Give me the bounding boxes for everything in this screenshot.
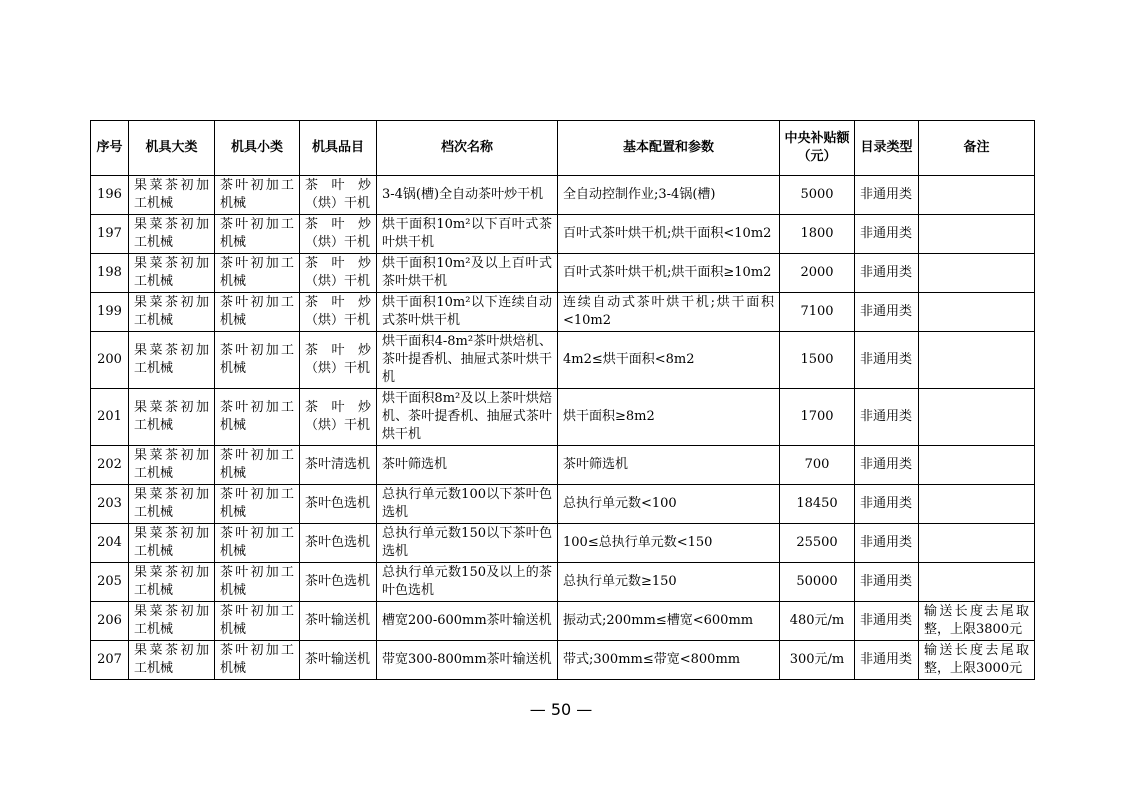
cell-cat: 果菜茶初加工机械 [129,215,215,254]
cell-type: 非通用类 [855,485,919,524]
table-row [91,524,1035,563]
cell-amount: 300元/m [780,641,855,680]
cell-item: 茶叶炒（烘）干机 [300,293,377,332]
cell-param: 总执行单元数≥150 [558,563,780,602]
cell-note: 输送长度去尾取整，上限3800元 [919,602,1035,641]
cell-amount: 700 [780,446,855,485]
cell-grade: 烘干面积10m²以下连续自动式茶叶烘干机 [377,293,558,332]
cell-no: 203 [91,485,129,524]
cell-type: 非通用类 [855,176,919,215]
cell-param: 烘干面积≥8m2 [558,389,780,446]
table-row [91,215,1035,254]
cell-type: 非通用类 [855,215,919,254]
cell-note [919,293,1035,332]
cell-type: 非通用类 [855,524,919,563]
cell-no: 205 [91,563,129,602]
cell-cat: 果菜茶初加工机械 [129,254,215,293]
cell-no: 200 [91,332,129,389]
cell-sub: 茶叶初加工机械 [215,641,300,680]
cell-param: 茶叶筛选机 [558,446,780,485]
cell-item: 茶叶炒（烘）干机 [300,215,377,254]
cell-sub: 茶叶初加工机械 [215,254,300,293]
cell-sub: 茶叶初加工机械 [215,485,300,524]
cell-amount: 480元/m [780,602,855,641]
table-body [91,176,1035,680]
cell-type: 非通用类 [855,293,919,332]
cell-no: 202 [91,446,129,485]
cell-no: 197 [91,215,129,254]
cell-item: 茶叶输送机 [300,641,377,680]
cell-param: 振动式;200mm≤槽宽<600mm [558,602,780,641]
cell-grade: 烘干面积8m²及以上茶叶烘焙机、茶叶提香机、抽屉式茶叶烘干机 [377,389,558,446]
table-row [91,446,1035,485]
cell-sub: 茶叶初加工机械 [215,176,300,215]
table-row [91,602,1035,641]
cell-cat: 果菜茶初加工机械 [129,485,215,524]
table-row [91,563,1035,602]
cell-sub: 茶叶初加工机械 [215,446,300,485]
cell-cat: 果菜茶初加工机械 [129,446,215,485]
cell-type: 非通用类 [855,641,919,680]
cell-amount: 1700 [780,389,855,446]
cell-cat: 果菜茶初加工机械 [129,602,215,641]
cell-param: 100≤总执行单元数<150 [558,524,780,563]
cell-amount: 7100 [780,293,855,332]
cell-note [919,215,1035,254]
cell-sub: 茶叶初加工机械 [215,293,300,332]
cell-cat: 果菜茶初加工机械 [129,176,215,215]
table-row [91,641,1035,680]
cell-grade: 总执行单元数150及以上的茶叶色选机 [377,563,558,602]
cell-grade: 烘干面积10m²及以上百叶式茶叶烘干机 [377,254,558,293]
cell-grade: 3-4锅(槽)全自动茶叶炒干机 [377,176,558,215]
cell-sub: 茶叶初加工机械 [215,524,300,563]
cell-type: 非通用类 [855,446,919,485]
cell-note [919,563,1035,602]
cell-type: 非通用类 [855,254,919,293]
cell-item: 茶叶色选机 [300,563,377,602]
cell-param: 4m2≤烘干面积<8m2 [558,332,780,389]
cell-item: 茶叶色选机 [300,524,377,563]
cell-no: 206 [91,602,129,641]
cell-grade: 茶叶筛选机 [377,446,558,485]
header-cell: 序号 [91,121,129,176]
table-row [91,389,1035,446]
cell-item: 茶叶色选机 [300,485,377,524]
cell-item: 茶叶炒（烘）干机 [300,332,377,389]
cell-amount: 18450 [780,485,855,524]
cell-sub: 茶叶初加工机械 [215,215,300,254]
table-row [91,485,1035,524]
cell-note [919,524,1035,563]
cell-cat: 果菜茶初加工机械 [129,293,215,332]
header-cell: 基本配置和参数 [558,121,780,176]
cell-sub: 茶叶初加工机械 [215,332,300,389]
cell-note [919,254,1035,293]
cell-amount: 2000 [780,254,855,293]
cell-grade: 烘干面积10m²以下百叶式茶叶烘干机 [377,215,558,254]
cell-param: 百叶式茶叶烘干机;烘干面积<10m2 [558,215,780,254]
header-cell: 备注 [919,121,1035,176]
cell-item: 茶叶炒（烘）干机 [300,176,377,215]
cell-amount: 1500 [780,332,855,389]
cell-amount: 1800 [780,215,855,254]
cell-param: 百叶式茶叶烘干机;烘干面积≥10m2 [558,254,780,293]
cell-item: 茶叶输送机 [300,602,377,641]
cell-amount: 5000 [780,176,855,215]
header-cell: 机具小类 [215,121,300,176]
cell-no: 207 [91,641,129,680]
table-row [91,332,1035,389]
cell-grade: 带宽300-800mm茶叶输送机 [377,641,558,680]
table-row [91,293,1035,332]
cell-note [919,176,1035,215]
header-cell: 机具品目 [300,121,377,176]
cell-no: 196 [91,176,129,215]
cell-note [919,485,1035,524]
subsidy-table [90,120,1035,680]
cell-param: 带式;300mm≤带宽<800mm [558,641,780,680]
table-row [91,176,1035,215]
cell-grade: 槽宽200-600mm茶叶输送机 [377,602,558,641]
cell-item: 茶叶炒（烘）干机 [300,389,377,446]
cell-type: 非通用类 [855,389,919,446]
cell-param: 总执行单元数<100 [558,485,780,524]
cell-sub: 茶叶初加工机械 [215,389,300,446]
cell-amount: 25500 [780,524,855,563]
cell-cat: 果菜茶初加工机械 [129,563,215,602]
cell-grade: 总执行单元数150以下茶叶色选机 [377,524,558,563]
header-cell: 目录类型 [855,121,919,176]
cell-no: 204 [91,524,129,563]
cell-no: 198 [91,254,129,293]
page-number: — 50 — [529,700,593,719]
cell-no: 199 [91,293,129,332]
cell-note: 输送长度去尾取整，上限3000元 [919,641,1035,680]
header-row [91,121,1035,176]
cell-type: 非通用类 [855,332,919,389]
cell-cat: 果菜茶初加工机械 [129,524,215,563]
cell-amount: 50000 [780,563,855,602]
cell-sub: 茶叶初加工机械 [215,563,300,602]
cell-cat: 果菜茶初加工机械 [129,641,215,680]
cell-grade: 烘干面积4-8m²茶叶烘焙机、茶叶提香机、抽屉式茶叶烘干机 [377,332,558,389]
cell-param: 连续自动式茶叶烘干机;烘干面积<10m2 [558,293,780,332]
header-cell: 档次名称 [377,121,558,176]
cell-type: 非通用类 [855,563,919,602]
cell-grade: 总执行单元数100以下茶叶色选机 [377,485,558,524]
table-row [91,254,1035,293]
cell-note [919,389,1035,446]
cell-note [919,332,1035,389]
cell-note [919,446,1035,485]
header-cell: 中央补贴额（元） [780,121,855,176]
cell-no: 201 [91,389,129,446]
header-cell: 机具大类 [129,121,215,176]
cell-cat: 果菜茶初加工机械 [129,389,215,446]
cell-cat: 果菜茶初加工机械 [129,332,215,389]
cell-type: 非通用类 [855,602,919,641]
cell-item: 茶叶清选机 [300,446,377,485]
cell-sub: 茶叶初加工机械 [215,602,300,641]
cell-param: 全自动控制作业;3-4锅(槽) [558,176,780,215]
cell-item: 茶叶炒（烘）干机 [300,254,377,293]
